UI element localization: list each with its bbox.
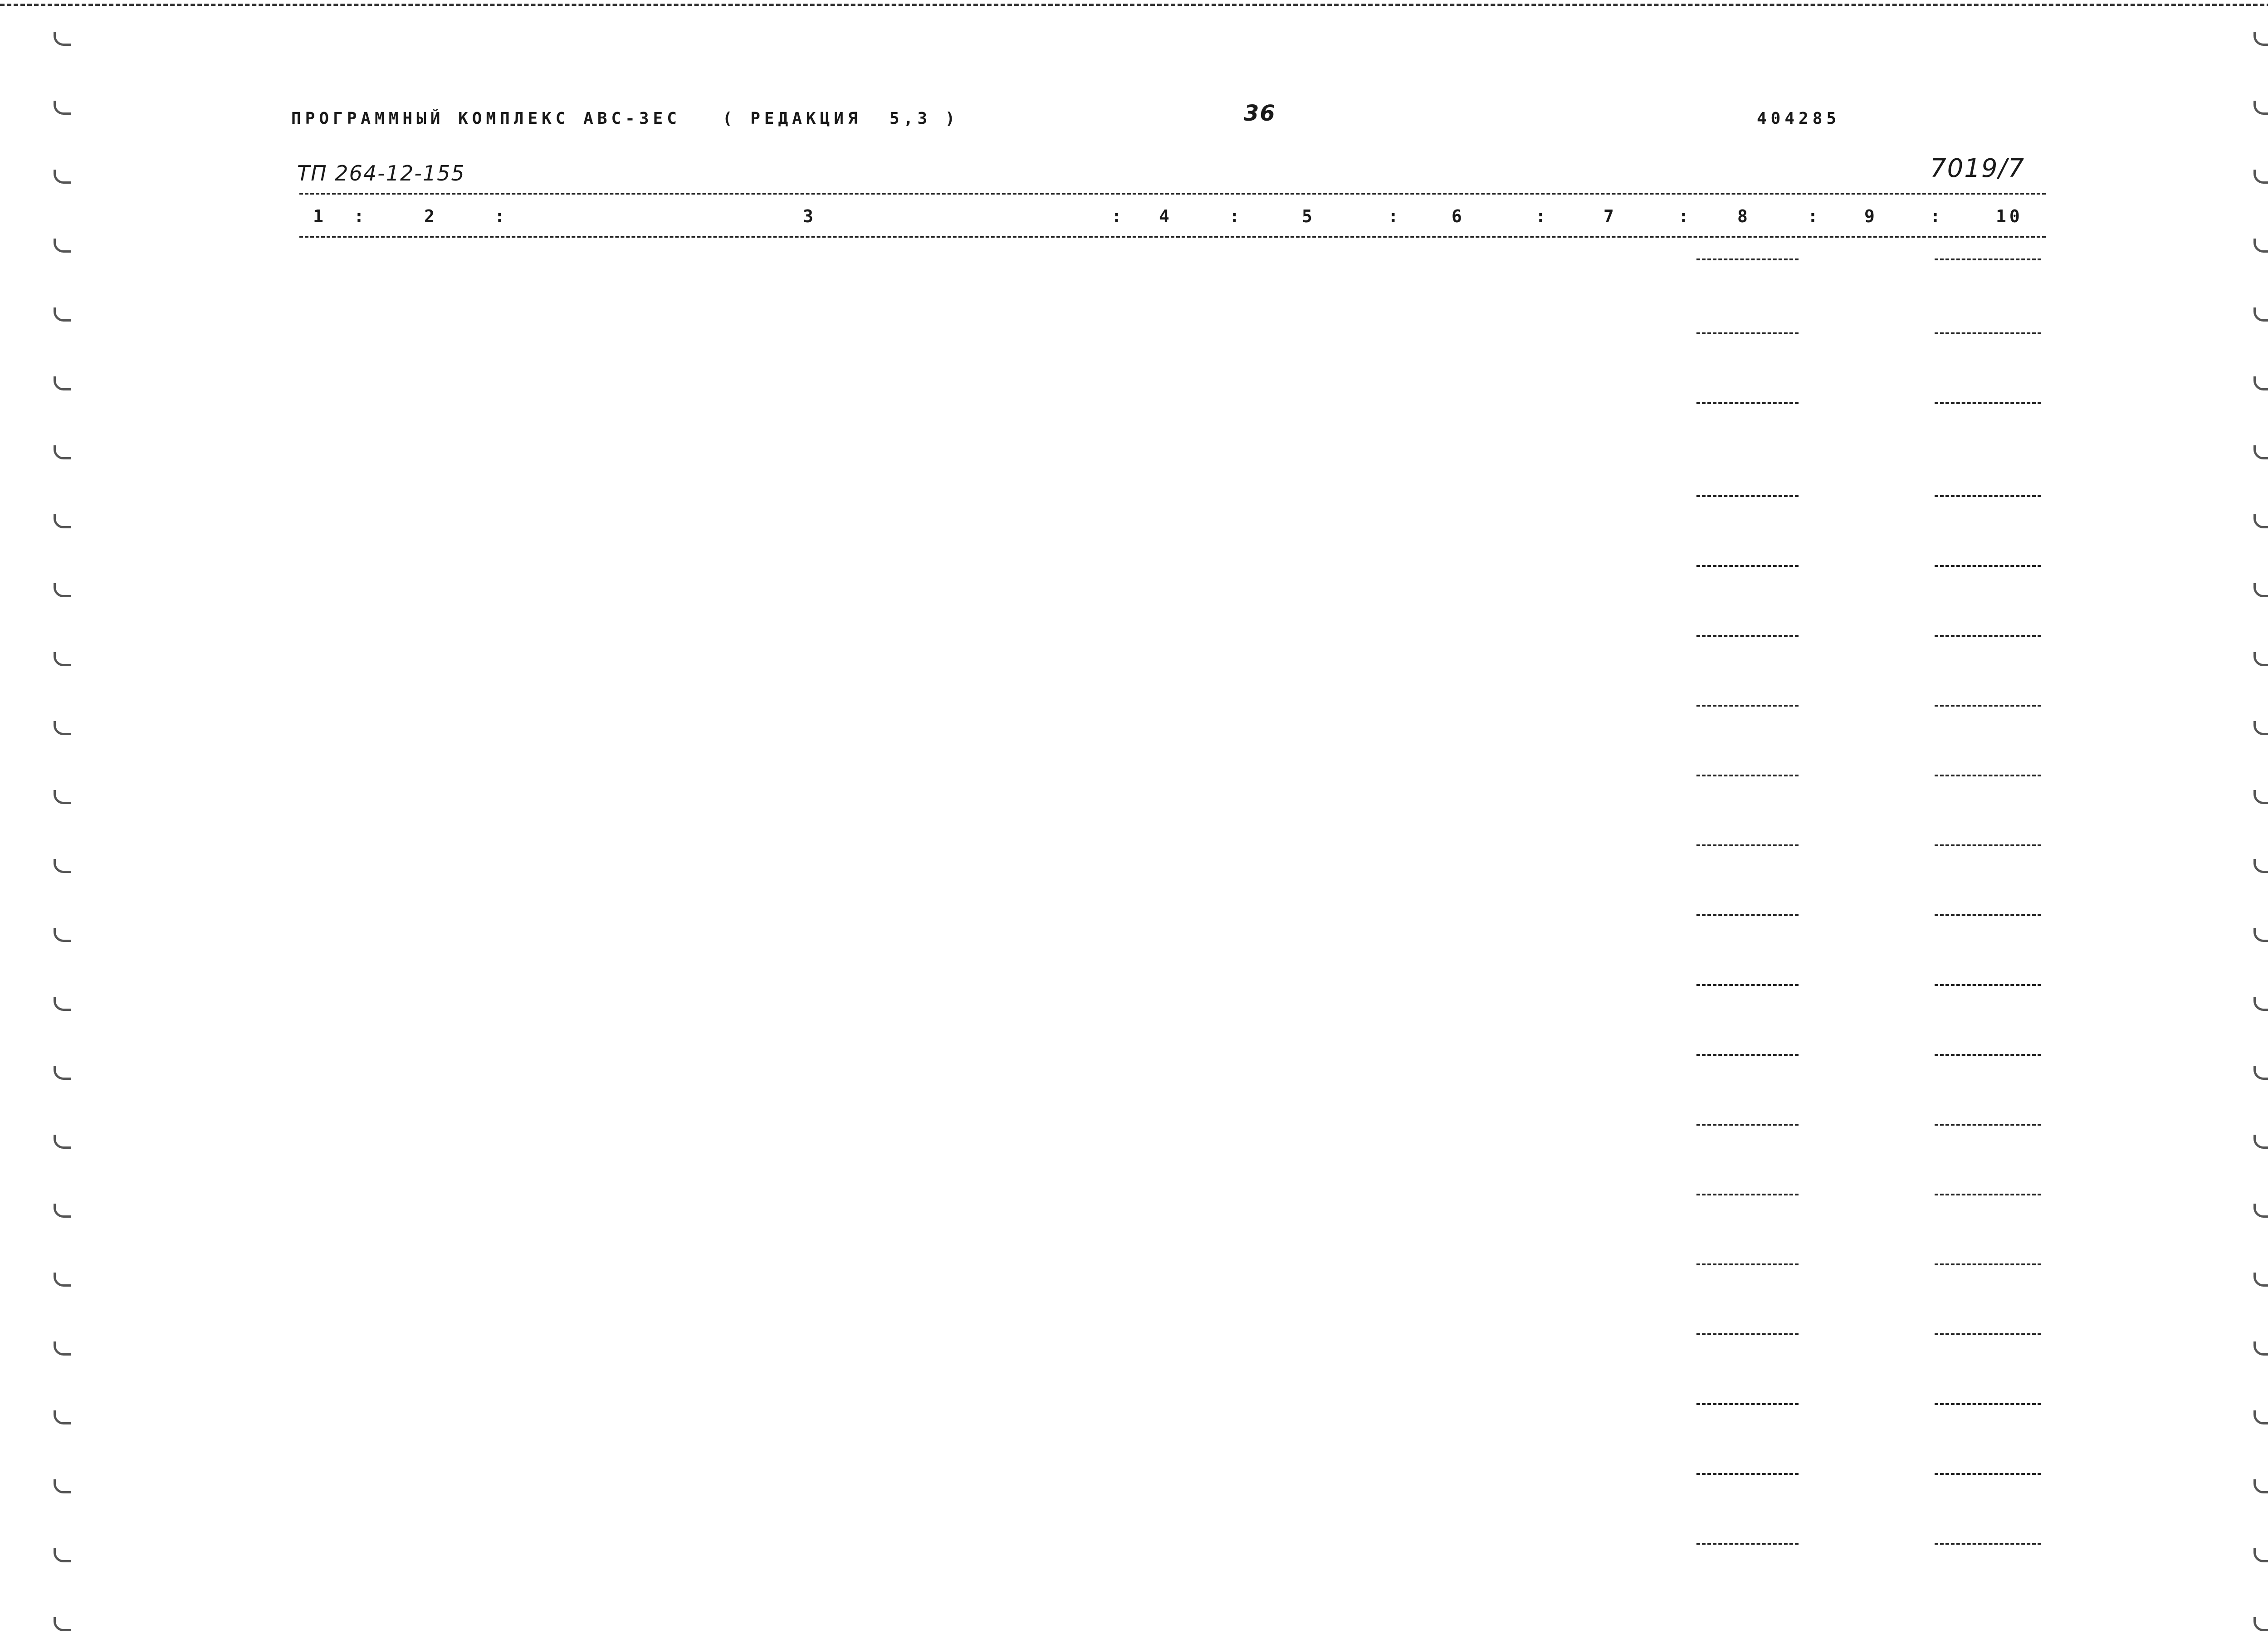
- feed-hole: [54, 307, 71, 322]
- column-number-5: 5: [1302, 206, 1315, 226]
- column-separator: :: [1930, 206, 1944, 226]
- feed-hole: [2253, 997, 2268, 1011]
- column-10-rule: [1935, 705, 2041, 707]
- feed-hole: [54, 790, 71, 804]
- document-code: 404285: [1757, 109, 1841, 128]
- column-10-rule: [1935, 495, 2041, 497]
- feed-hole: [2253, 1204, 2268, 1218]
- column-8-rule: [1696, 775, 1799, 776]
- column-number-1: 1: [313, 206, 327, 226]
- project-reference: ТП 264-12-155: [297, 161, 465, 185]
- feed-hole: [54, 170, 71, 184]
- column-separator: :: [494, 206, 508, 226]
- column-8-rule: [1696, 495, 1799, 497]
- feed-hole: [54, 445, 71, 459]
- column-number-10: 10: [1996, 206, 2023, 226]
- column-8-rule: [1696, 1054, 1799, 1056]
- column-10-rule: [1935, 1124, 2041, 1126]
- feed-hole: [54, 1204, 71, 1218]
- column-10-rule: [1935, 1543, 2041, 1545]
- column-8-rule: [1696, 1124, 1799, 1126]
- feed-hole: [54, 514, 71, 528]
- feed-hole: [54, 928, 71, 942]
- column-8-rule: [1696, 1403, 1799, 1405]
- feed-hole: [2253, 32, 2268, 46]
- column-number-2: 2: [424, 206, 438, 226]
- column-10-rule: [1935, 1263, 2041, 1265]
- column-10-rule: [1935, 402, 2041, 404]
- header-rule-bottom: [299, 236, 2046, 238]
- feed-hole: [2253, 1066, 2268, 1080]
- column-10-rule: [1935, 635, 2041, 637]
- column-10-rule: [1935, 1333, 2041, 1335]
- feed-hole: [54, 1341, 71, 1356]
- feed-hole: [2253, 239, 2268, 253]
- feed-hole: [54, 1135, 71, 1149]
- feed-hole: [54, 859, 71, 873]
- feed-hole: [54, 376, 71, 390]
- feed-hole: [2253, 445, 2268, 459]
- feed-hole: [2253, 652, 2268, 666]
- feed-hole: [2253, 1273, 2268, 1287]
- feed-hole: [54, 1548, 71, 1562]
- column-number-3: 3: [803, 206, 816, 226]
- column-separator: :: [1388, 206, 1402, 226]
- feed-hole: [54, 997, 71, 1011]
- column-10-rule: [1935, 775, 2041, 776]
- column-8-rule: [1696, 1263, 1799, 1265]
- column-10-rule: [1935, 565, 2041, 567]
- column-8-rule: [1696, 565, 1799, 567]
- column-number-9: 9: [1864, 206, 1878, 226]
- feed-hole: [2253, 514, 2268, 528]
- feed-hole: [54, 1410, 71, 1424]
- column-number-8: 8: [1737, 206, 1751, 226]
- column-10-rule: [1935, 1403, 2041, 1405]
- feed-hole: [54, 1617, 71, 1631]
- column-8-rule: [1696, 705, 1799, 707]
- feed-hole: [2253, 790, 2268, 804]
- feed-hole: [2253, 1341, 2268, 1356]
- column-10-rule: [1935, 332, 2041, 334]
- feed-hole: [2253, 1617, 2268, 1631]
- feed-hole: [54, 652, 71, 666]
- feed-hole: [54, 721, 71, 735]
- feed-hole: [2253, 376, 2268, 390]
- feed-hole: [54, 239, 71, 253]
- feed-hole: [54, 101, 71, 115]
- column-8-rule: [1696, 1333, 1799, 1335]
- tractor-feed-holes-left: [54, 0, 81, 1634]
- feed-hole: [2253, 307, 2268, 322]
- feed-hole: [2253, 1410, 2268, 1424]
- perforation-top-edge: [0, 4, 2268, 6]
- column-8-rule: [1696, 984, 1799, 986]
- column-separator: :: [354, 206, 367, 226]
- column-separator: :: [1535, 206, 1549, 226]
- feed-hole: [2253, 1135, 2268, 1149]
- column-8-rule: [1696, 1543, 1799, 1545]
- column-separator: :: [1111, 206, 1125, 226]
- column-10-rule: [1935, 1194, 2041, 1195]
- column-8-rule: [1696, 1194, 1799, 1195]
- column-8-rule: [1696, 1473, 1799, 1475]
- sheet-reference: 7019/7: [1930, 154, 2025, 183]
- feed-hole: [2253, 721, 2268, 735]
- page-number: 36: [1244, 101, 1276, 126]
- feed-hole: [54, 1479, 71, 1493]
- column-10-rule: [1935, 844, 2041, 846]
- column-10-rule: [1935, 259, 2041, 260]
- column-8-rule: [1696, 259, 1799, 260]
- feed-hole: [54, 583, 71, 597]
- column-10-rule: [1935, 914, 2041, 916]
- column-number-4: 4: [1159, 206, 1173, 226]
- feed-hole: [2253, 583, 2268, 597]
- column-number-7: 7: [1603, 206, 1617, 226]
- column-8-rule: [1696, 914, 1799, 916]
- header-rule-top: [299, 193, 2046, 195]
- column-10-rule: [1935, 1054, 2041, 1056]
- feed-hole: [54, 1273, 71, 1287]
- feed-hole: [2253, 101, 2268, 115]
- column-10-rule: [1935, 1473, 2041, 1475]
- column-separator: :: [1678, 206, 1692, 226]
- feed-hole: [2253, 170, 2268, 184]
- column-separator: :: [1808, 206, 1821, 226]
- column-separator: :: [1229, 206, 1243, 226]
- column-8-rule: [1696, 844, 1799, 846]
- feed-hole: [54, 32, 71, 46]
- feed-hole: [54, 1066, 71, 1080]
- column-8-rule: [1696, 635, 1799, 637]
- column-number-6: 6: [1452, 206, 1465, 226]
- tractor-feed-holes-right: [2253, 0, 2268, 1634]
- feed-hole: [2253, 1479, 2268, 1493]
- feed-hole: [2253, 1548, 2268, 1562]
- column-8-rule: [1696, 402, 1799, 404]
- column-10-rule: [1935, 984, 2041, 986]
- feed-hole: [2253, 859, 2268, 873]
- feed-hole: [2253, 928, 2268, 942]
- column-8-rule: [1696, 332, 1799, 334]
- program-title: ПРОГРАММНЫЙ КОМПЛЕКС АВС-ЗЕС ( РЕДАКЦИЯ 5,3 ): [291, 109, 959, 128]
